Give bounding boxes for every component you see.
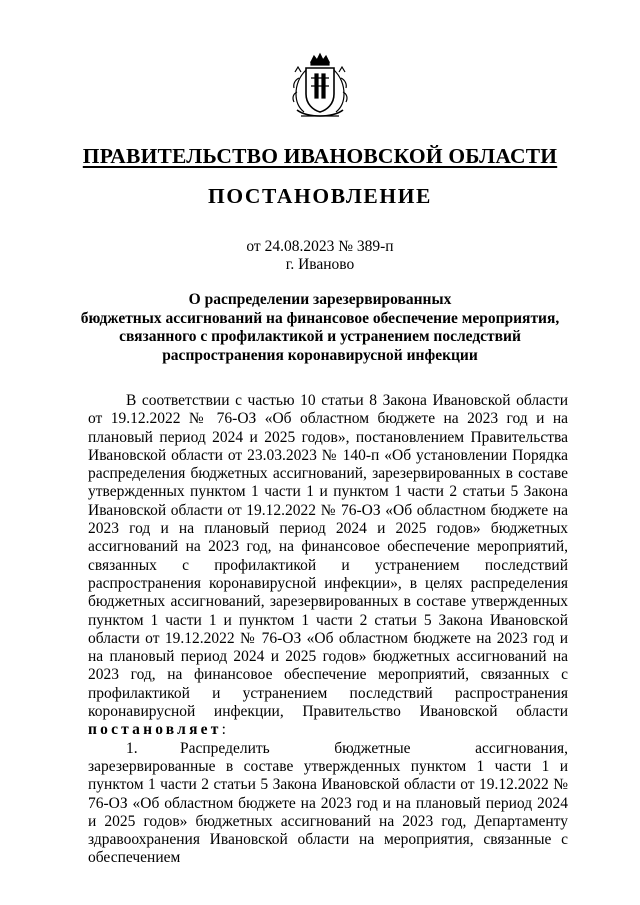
- government-name: ПРАВИТЕЛЬСТВО ИВАНОВСКОЙ ОБЛАСТИ: [82, 144, 558, 168]
- decree-colon: :: [221, 721, 226, 739]
- item-1-text: Распределить бюджетные ассигнования, зарезервированные в составе утвержденных пунктом 1 части 1 и пунктом 1 части 2 статьи 5 Закона Ивановской области от 19.12.2022 № 76-ОЗ «Об областном бюджете на 2023 год и на плановый период 2024 и 2025 годов» бюджетных ассигнований на 2023 год, Департаменту здравоохранения Ивановской области на мероприятия, связанные с обеспечением: [88, 739, 568, 867]
- document-subject: [60, 291, 580, 365]
- coat-of-arms-icon: [289, 52, 351, 124]
- item-1-paragraph: [88, 740, 568, 868]
- preamble-text: В соответствии с частью 10 статьи 8 Закона Ивановской области от 19.12.2022 № 76-ОЗ «Об областном бюджете на 2023 год и на плановый период 2024 и 2025 годов», постановлением Правительства Ивановской области от 23.03.2023 № 140-п «Об установлении Порядка распределения бюджетных ассигнований, зарезервированных в составе утвержденных пунктом 1 части 1 и пунктом 1 части 2 статьи 5 Закона Ивановской области от 19.12.2022 № 76-ОЗ «Об областном бюджете на 2023 год и на плановый период 2024 и 2025 годов» бюджетных ассигнований на 2023 год, на финансовое обеспечение мероприятий, связанных с профилактикой и устранением последствий распространения коронавирусной инфекции», в целях распределения бюджетных ассигнований, зарезервированных в составе утвержденных пунктом 1 части 1 и пунктом 1 части 2 статьи 5 Закона Ивановской области от 19.12.2022 № 76-ОЗ «Об областном бюджете на 2023 год и на плановый период 2024 и 2025 годов» бюджетных ассигнований на 2023 год, на финансовое обеспечение мероприятий, связанных с профилактикой и устранением последствий распространения коронавирусной инфекции, Правительство Ивановской области: [88, 392, 568, 721]
- subject-line: О распределении зарезервированных: [188, 291, 452, 308]
- subject-line: распространения коронавирусной инфекции: [162, 346, 478, 364]
- document-body: [88, 392, 568, 868]
- subject-line: связанного с профилактикой и устранением последствий: [119, 328, 521, 345]
- preamble-paragraph: [88, 392, 568, 740]
- document-city: г. Иваново: [285, 256, 355, 273]
- document-date-number: от 24.08.2023 № 389-п: [246, 238, 394, 255]
- decree-word: постановляет: [88, 721, 222, 739]
- subject-line: бюджетных ассигнований на финансовое обеспечение мероприятия,: [80, 309, 560, 327]
- government-title: [0, 143, 640, 169]
- document-type: ПОСТАНОВЛЕНИЕ: [208, 184, 432, 208]
- document-meta: [0, 238, 640, 274]
- item-1-number: 1.: [126, 739, 138, 757]
